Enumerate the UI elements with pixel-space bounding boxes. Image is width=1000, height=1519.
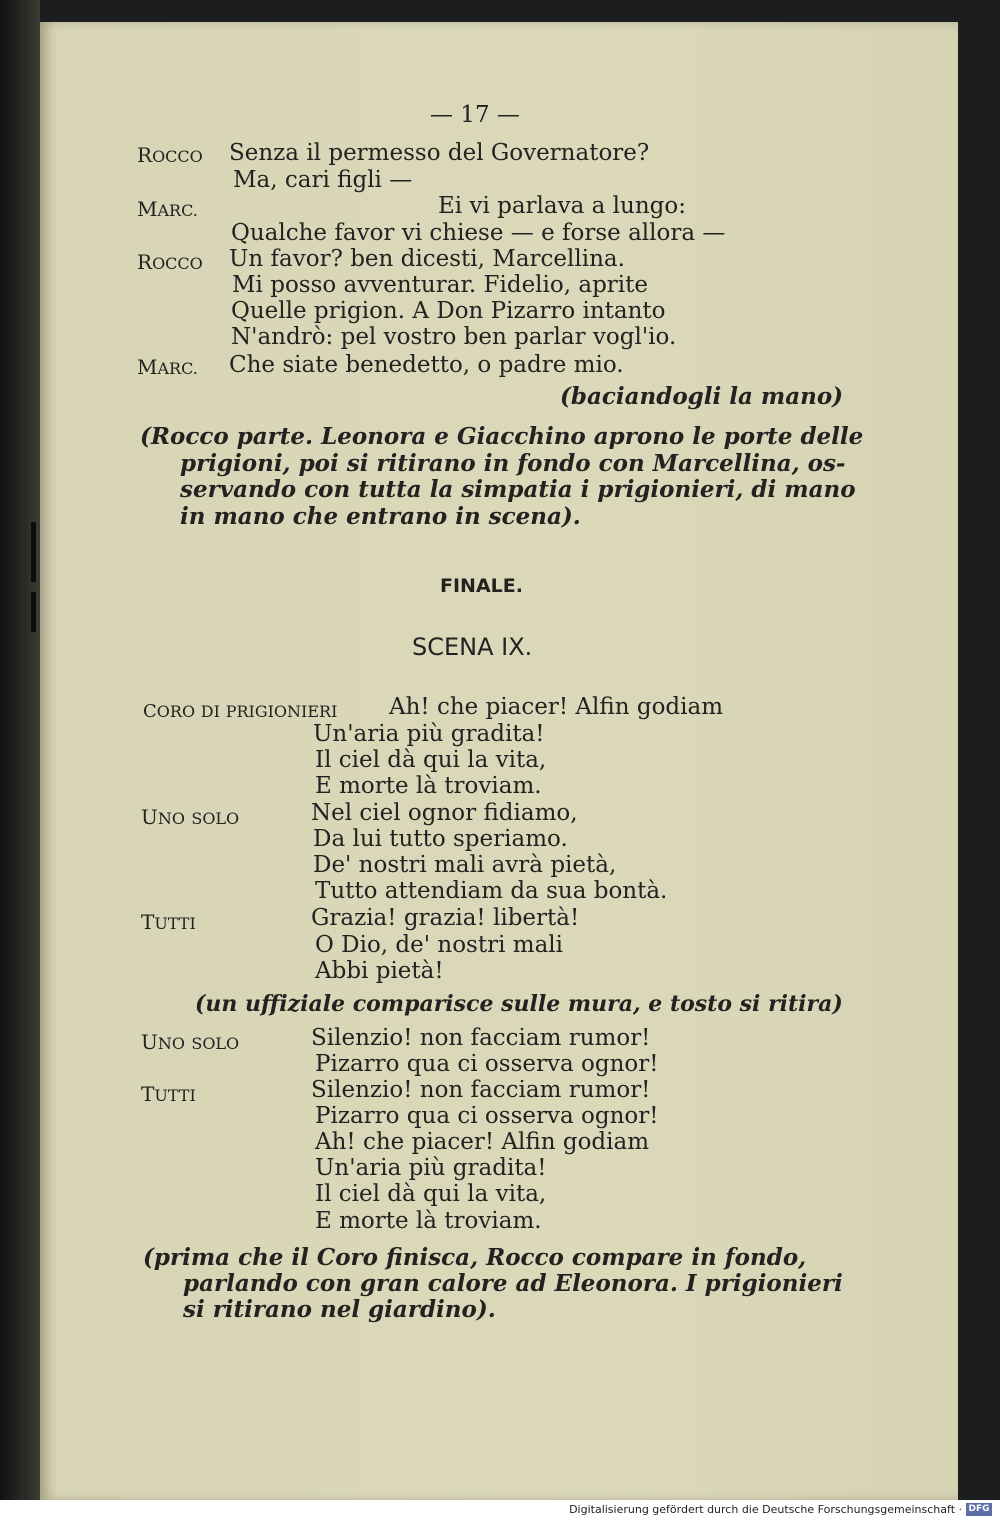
verse-line: Il ciel dà qui la vita, (315, 1181, 547, 1207)
section-heading: FINALE. (440, 575, 523, 597)
stage-direction-line: (Rocco parte. Leonora e Giacchino aprono le porte delle (140, 423, 864, 450)
speaker-name: TUTTI (141, 910, 196, 934)
verse-line: Che siate benedetto, o padre mio. (229, 352, 624, 378)
verse-line: Pizarro qua ci osserva ognor! (315, 1051, 659, 1077)
verse-line: Ei vi parlava a lungo: (438, 193, 686, 219)
dfg-logo-icon: DFG (966, 1503, 992, 1516)
verse-line: Silenzio! non facciam rumor! (311, 1077, 651, 1103)
book-spine (0, 0, 40, 1500)
speaker-name: UNO SOLO (141, 805, 240, 829)
verse-line: Pizarro qua ci osserva ognor! (315, 1103, 659, 1129)
verse-line: Ah! che piacer! Alfin godiam (315, 1129, 650, 1155)
verse-line: Senza il permesso del Governatore? (229, 140, 650, 166)
verse-line: Ma, cari figli — (233, 167, 413, 193)
scene-heading: SCENA IX. (412, 633, 533, 661)
verse-line: De' nostri mali avrà pietà, (313, 852, 617, 878)
verse-line: Un'aria più gradita! (313, 721, 545, 747)
speaker-name: ROCCO (137, 143, 203, 167)
speaker-name: UNO SOLO (141, 1030, 240, 1054)
stage-direction-line: servando con tutta la simpatia i prigionieri, di mano (180, 476, 856, 503)
verse-line: Un favor? ben dicesti, Marcellina. (229, 246, 625, 272)
stage-direction-line: prigioni, poi si ritirano in fondo con Marcellina, os- (180, 450, 846, 477)
stage-direction-line: (prima che il Coro finisca, Rocco compare in fondo, (143, 1244, 807, 1271)
page-number: — 17 — (430, 102, 520, 128)
verse-line: Da lui tutto speriamo. (313, 826, 568, 852)
binding-mark (31, 522, 36, 582)
speaker-name: ROCCO (137, 250, 203, 274)
speaker-name: TUTTI (141, 1082, 196, 1106)
verse-line: Nel ciel ognor fidiamo, (311, 800, 578, 826)
speaker-name: CORO DI PRIGIONIERI (143, 701, 338, 722)
verse-line: N'andrò: pel vostro ben parlar vogl'io. (231, 324, 677, 350)
verse-line: Tutto attendiam da sua bontà. (315, 878, 668, 904)
verse-line: E morte là troviam. (315, 1208, 542, 1234)
stage-direction: (un uffiziale comparisce sulle mura, e tosto si ritira) (195, 991, 843, 1017)
speaker-name: MARC. (137, 355, 198, 379)
footer-credit: Digitalisierung gefördert durch die Deutsche Forschungsgemeinschaft · (569, 1503, 962, 1516)
speaker-name: MARC. (137, 197, 198, 221)
verse-line: Quelle prigion. A Don Pizarro intanto (231, 298, 666, 324)
verse-line: Il ciel dà qui la vita, (315, 747, 547, 773)
verse-line: Silenzio! non facciam rumor! (311, 1025, 651, 1051)
stage-direction-line: in mano che entrano in scena). (180, 503, 581, 530)
stage-direction: (baciandogli la mano) (560, 383, 844, 410)
binding-mark (31, 592, 36, 632)
verse-line: Un'aria più gradita! (315, 1155, 547, 1181)
stage-direction-line: parlando con gran calore ad Eleonora. I prigionieri (183, 1270, 843, 1297)
verse-line: O Dio, de' nostri mali (315, 932, 564, 958)
verse-line: Ah! che piacer! Alfin godiam (389, 694, 724, 720)
verse-line: Abbi pietà! (315, 958, 444, 984)
verse-line: Grazia! grazia! libertà! (311, 905, 580, 931)
verse-line: E morte là troviam. (315, 773, 542, 799)
stage-direction-line: si ritirano nel giardino). (183, 1296, 496, 1323)
verse-line: Mi posso avventurar. Fidelio, aprite (232, 272, 648, 298)
verse-line: Qualche favor vi chiese — e forse allora — (231, 220, 726, 246)
footer-bar (0, 1500, 1000, 1519)
